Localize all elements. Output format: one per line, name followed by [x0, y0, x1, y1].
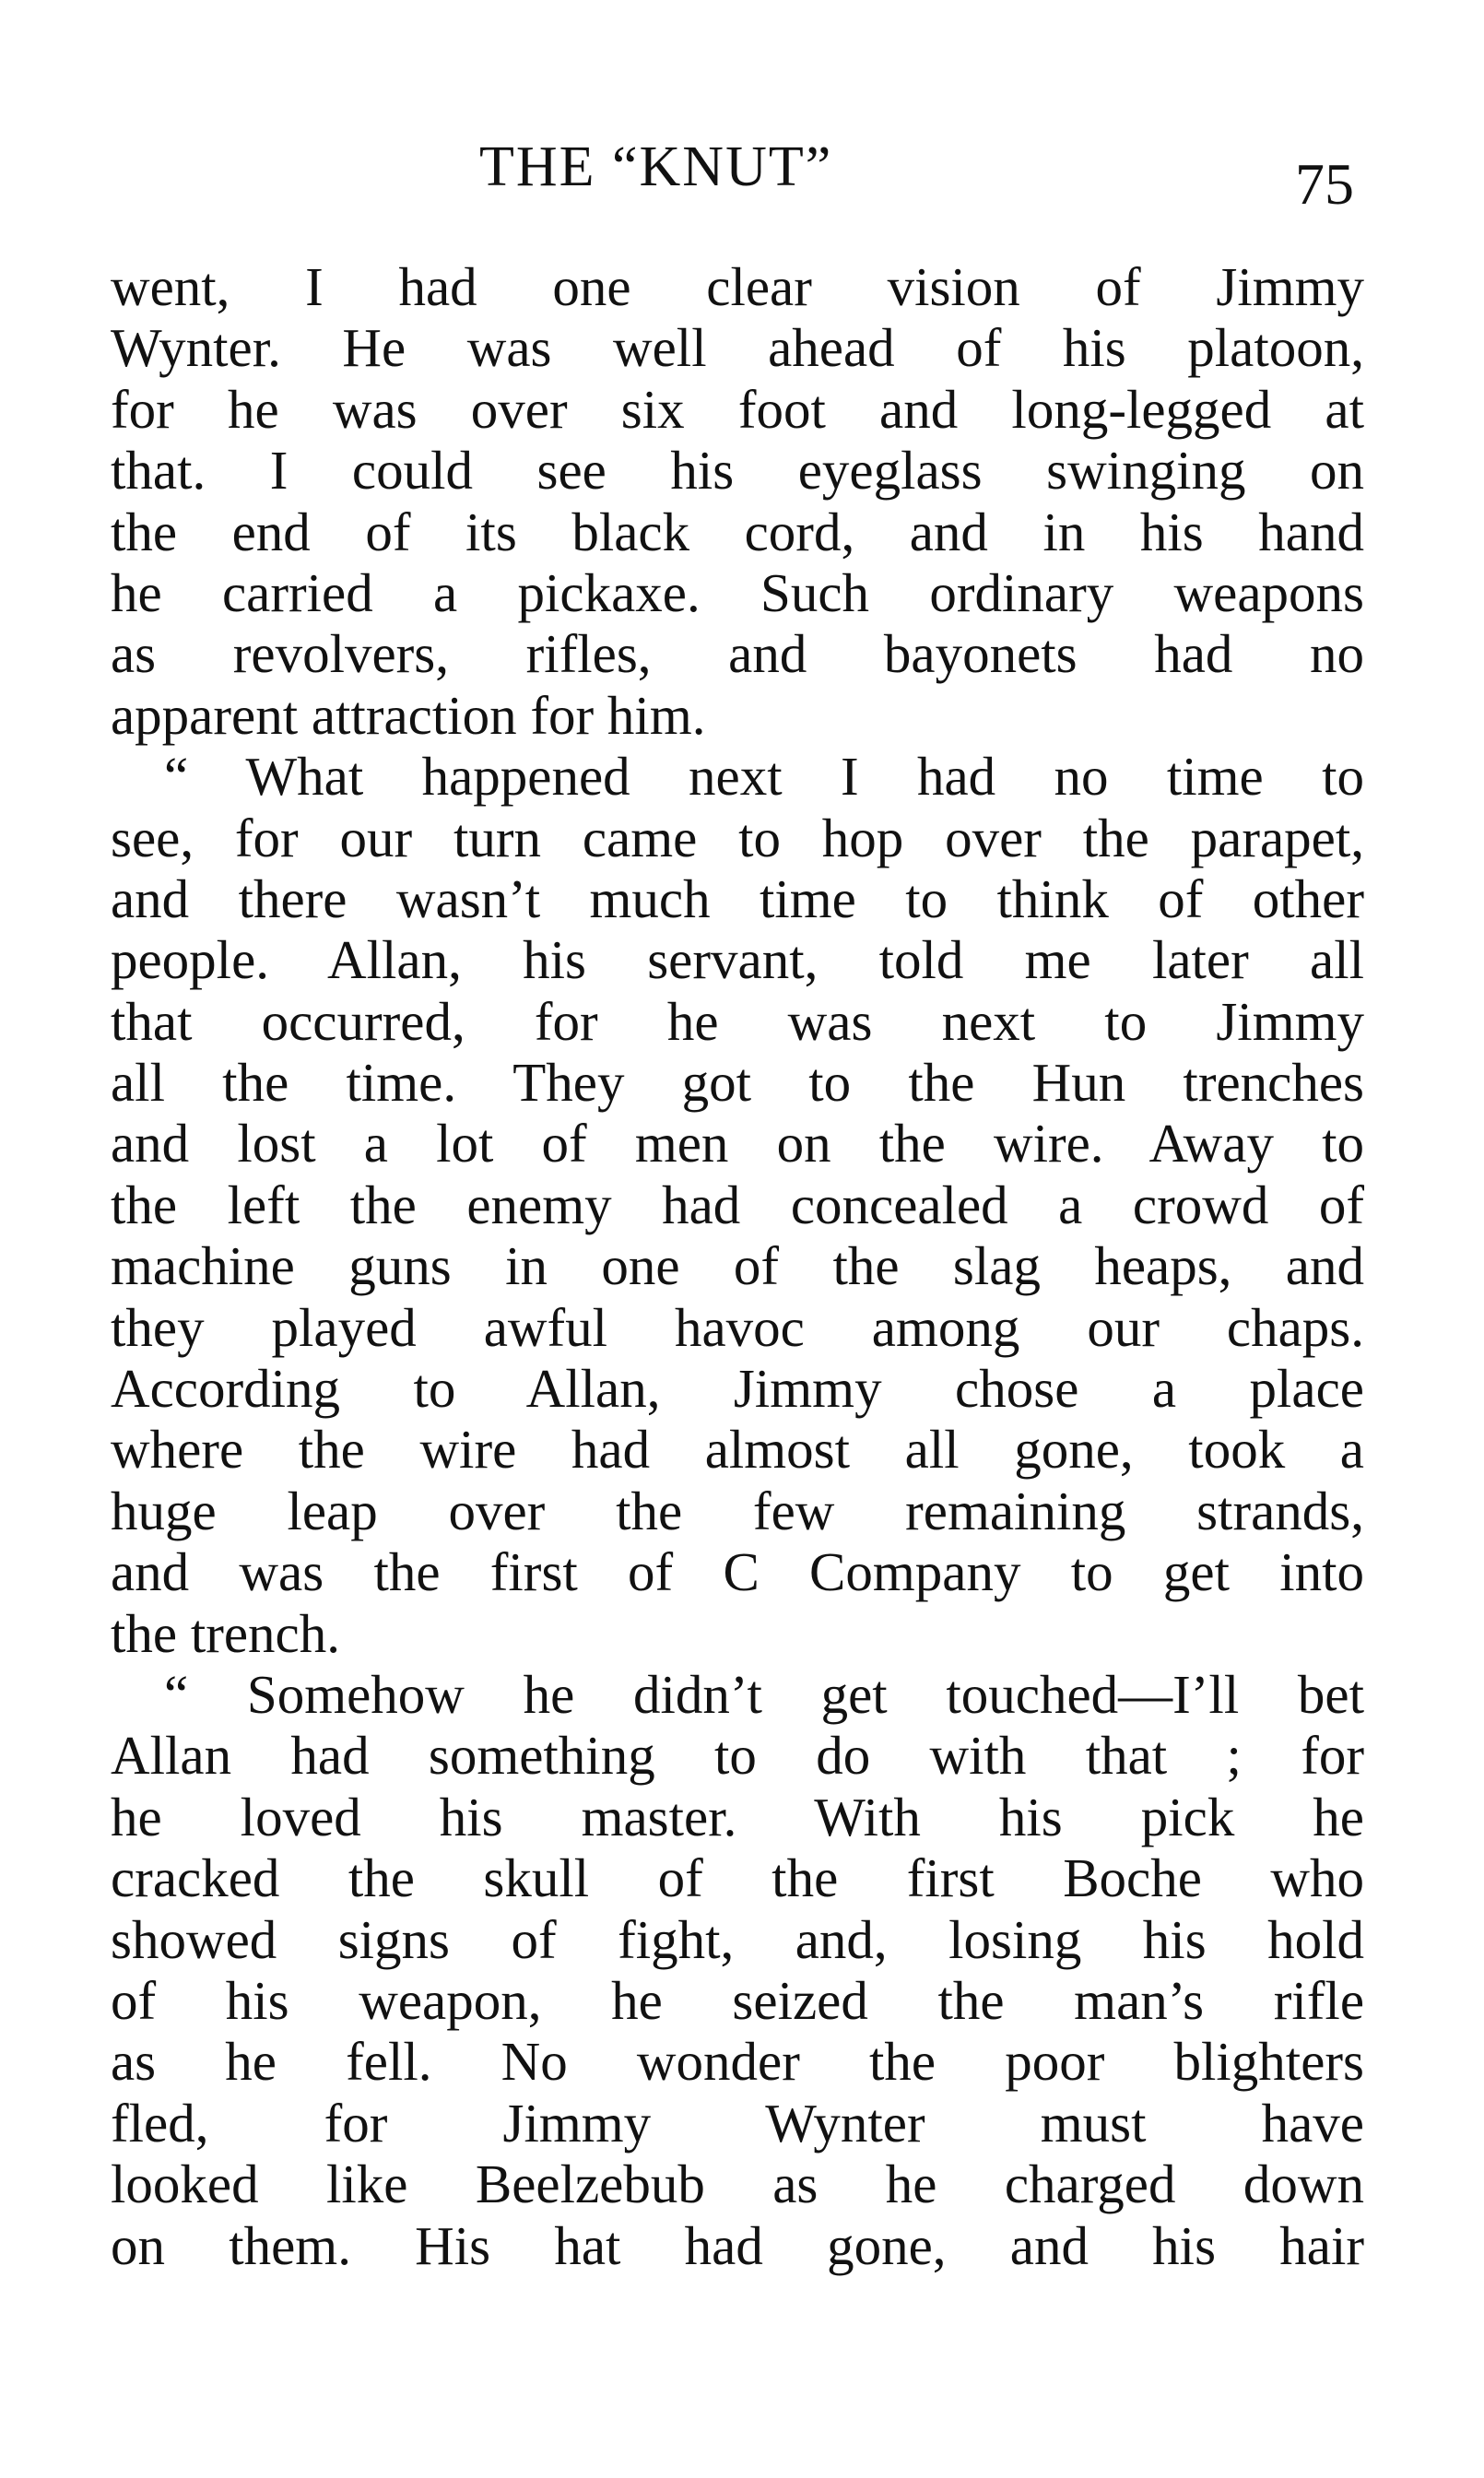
text-line: for he was over six foot and long-legged at [111, 378, 1364, 440]
text-line: of his weapon, he seized the man’s rifle [111, 1969, 1364, 2031]
text-line: fled, for Jimmy Wynter must have [111, 2092, 1364, 2154]
text-line: all the time. They got to the Hun trenches [111, 1052, 1364, 1114]
text-line: people. Allan, his servant, told me later all [111, 929, 1364, 991]
text-line: that occurred, for he was next to Jimmy [111, 990, 1364, 1052]
text-line: he loved his master. With his pick he [111, 1786, 1364, 1847]
text-line: see, for our turn came to hop over the parapet, [111, 807, 1364, 868]
text-line: and there wasn’t much time to think of other [111, 867, 1364, 929]
text-line: and was the first of C Company to get into [111, 1541, 1364, 1603]
text-line: apparent attraction for him. [111, 684, 706, 746]
text-line: as revolvers, rifles, and bayonets had no [111, 623, 1364, 685]
text-line: According to Allan, Jimmy chose a place [111, 1358, 1364, 1420]
text-line: showed signs of fight, and, losing his hold [111, 1908, 1364, 1970]
text-line: Wynter. He was well ahead of his platoon, [111, 317, 1364, 379]
text-line: went, I had one clear vision of Jimmy [111, 256, 1364, 317]
text-line: and lost a lot of men on the wire. Away to [111, 1113, 1364, 1174]
text-line: the trench. [111, 1602, 340, 1664]
text-line: he carried a pickaxe. Such ordinary weapons [111, 561, 1364, 623]
text-line: they played awful havoc among our chaps. [111, 1296, 1364, 1358]
text-line: as he fell. No wonder the poor blighters [111, 2031, 1364, 2093]
page-number: 75 [1295, 151, 1354, 217]
body-text [111, 256, 1364, 2276]
text-line: the end of its black cord, and in his hand [111, 501, 1364, 562]
text-line: “ Somehow he didn’t get touched—I’ll bet [164, 1663, 1364, 1725]
text-line: the left the enemy had concealed a crowd of [111, 1174, 1364, 1235]
text-line: cracked the skull of the first Boche who [111, 1847, 1364, 1909]
text-line: on them. His hat had gone, and his hair [111, 2214, 1364, 2276]
text-line: machine guns in one of the slag heaps, and [111, 1235, 1364, 1297]
text-line: that. I could see his eyeglass swinging on [111, 440, 1364, 502]
text-line: huge leap over the few remaining strands, [111, 1480, 1364, 1541]
text-line: Allan had something to do with that ; for [111, 1725, 1364, 1787]
text-line: looked like Beelzebub as he charged down [111, 2154, 1364, 2215]
text-line: where the wire had almost all gone, took a [111, 1419, 1364, 1481]
running-head: THE “KNUT” [479, 136, 833, 198]
text-line: “ What happened next I had no time to [164, 746, 1364, 808]
